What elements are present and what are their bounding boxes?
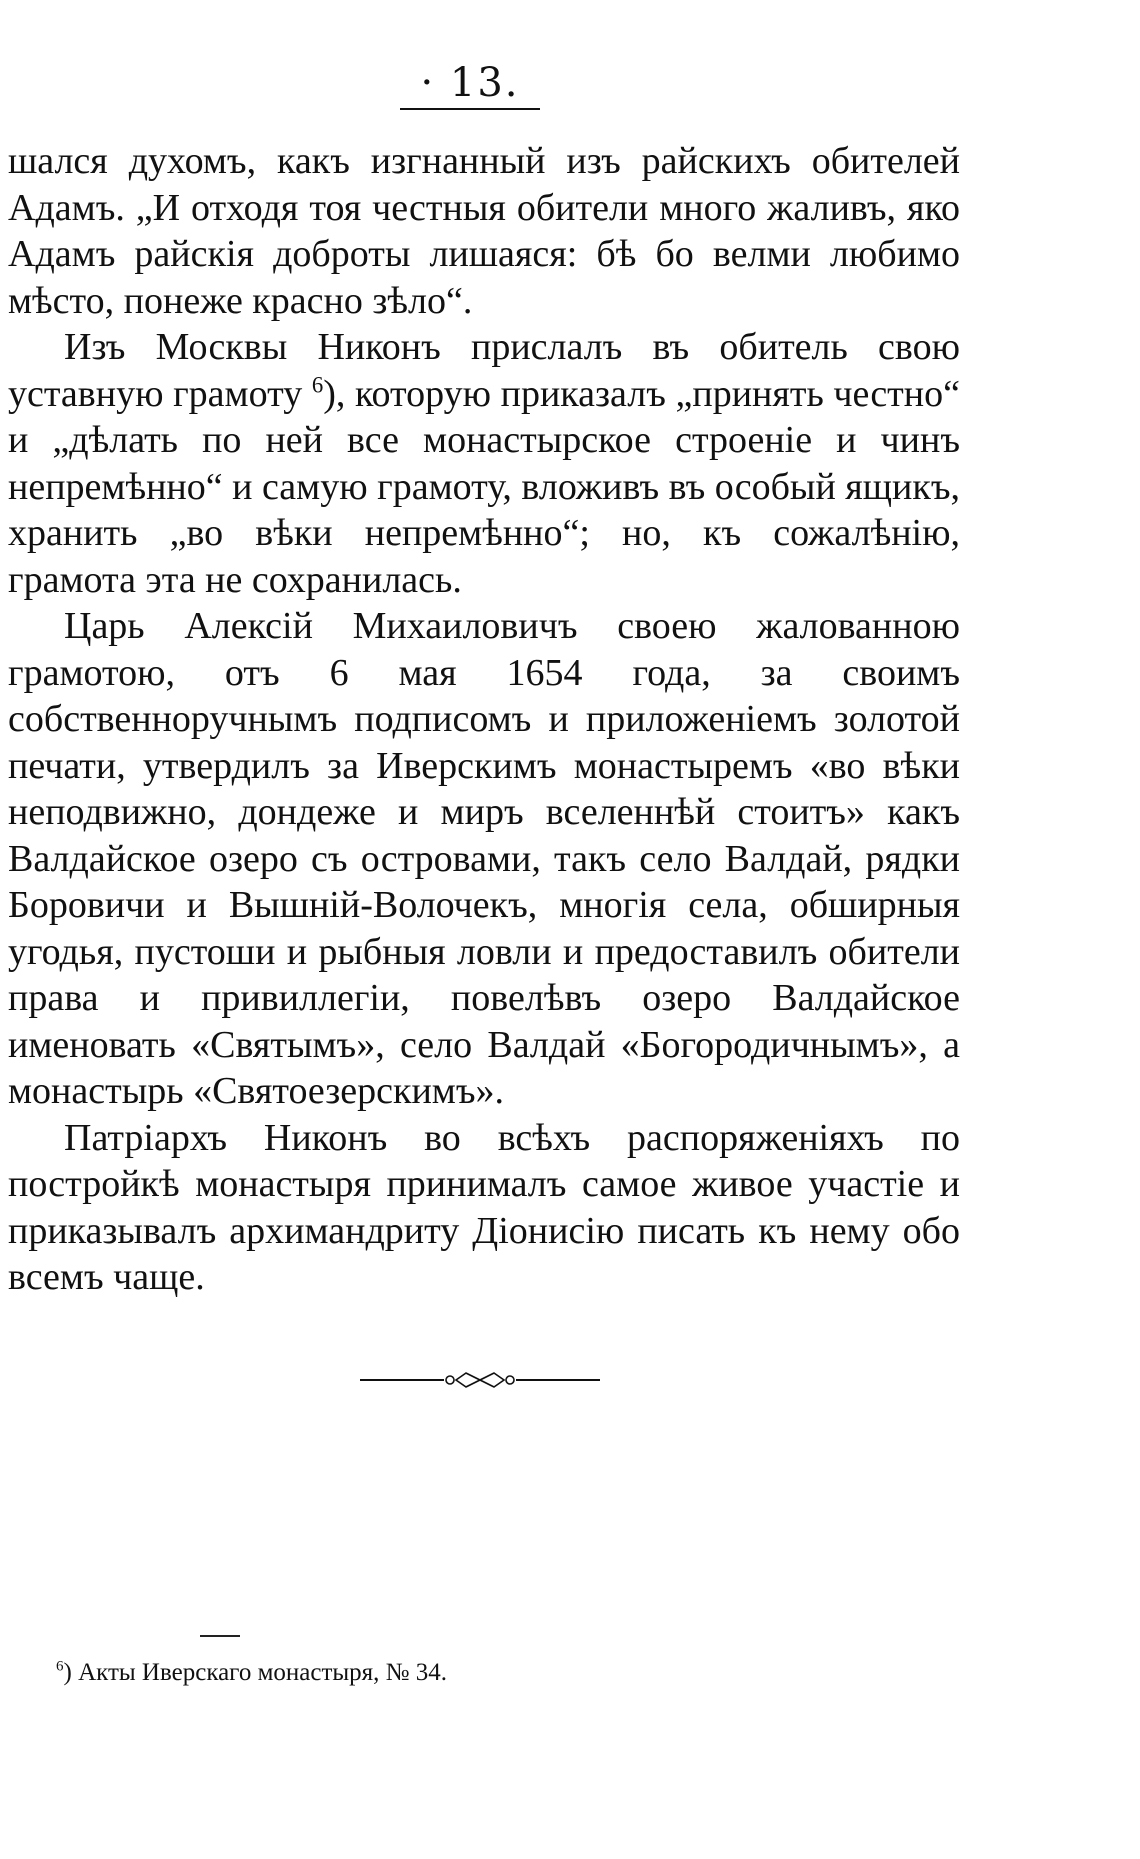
paragraph-text-before-note: Изъ Москвы Никонъ прислалъ въ обитель свою уставную грамоту (8, 326, 960, 415)
paragraph-patriarch: Патріархъ Никонъ во всѣхъ распоряженіяхъ по постройкѣ монастыря принималъ самое живое участіе и приказывалъ архимандриту Діонисію писать къ нему обо всемъ чаще. (8, 1116, 960, 1298)
paragraph-tsar-charter: Царь Алексій Михаиловичъ своею жалованною грамотою, отъ 6 мая 1654 года, за своимъ собственноручнымъ подписомъ и приложеніемъ золотой печати, утвердилъ за Иверскимъ монастыремъ «во вѣки неподвижно, дондеже и миръ вселеннѣй стоитъ» какъ Валдайское озеро съ островами, такъ село Валдай, рядки Боровичи и Вышній-Волочекъ, многія села, обширныя угодья, пустоши и рыбныя ловли и предоставилъ обители права и привиллегіи, повелѣвъ озеро Валдайское именовать «Святымъ», село Валдай «Богородичнымъ», а монастырь «Святоезерскимъ». (8, 605, 960, 1112)
body-text (8, 138, 960, 1301)
page-number: · 13. (420, 60, 520, 106)
footnote (56, 1658, 447, 1688)
footnote-text: ) Акты Иверскаго монастыря, № 34. (63, 1659, 448, 1686)
paragraph-text-after-note: ), которую приказалъ „принять честно“ и „дѣлать по ней все монастырское строеніе и чинъ непремѣнно“ и самую грамоту, вложивъ въ особый ящикъ, хранить „во вѣки непремѣнно“; но, къ сожалѣнію, грамота эта не сохранилась. (8, 372, 960, 601)
fleuron-divider-icon (360, 1368, 600, 1392)
paragraph-nikon-charter (8, 324, 960, 603)
page-number-rule (400, 108, 540, 110)
footnote-marker: 6 (56, 1658, 64, 1675)
footnote-rule (200, 1635, 240, 1637)
paragraph-continuation: шался духомъ, какъ изгнанный изъ райскихъ обителей Адамъ. „И отходя тоя честныя обители много жаливъ, яко Адамъ райскія доброты лишаяся: бѣ бо велми любимо мѣсто, понеже красно зѣло“. (8, 140, 960, 322)
footnote-reference[interactable]: 6 (311, 371, 324, 397)
